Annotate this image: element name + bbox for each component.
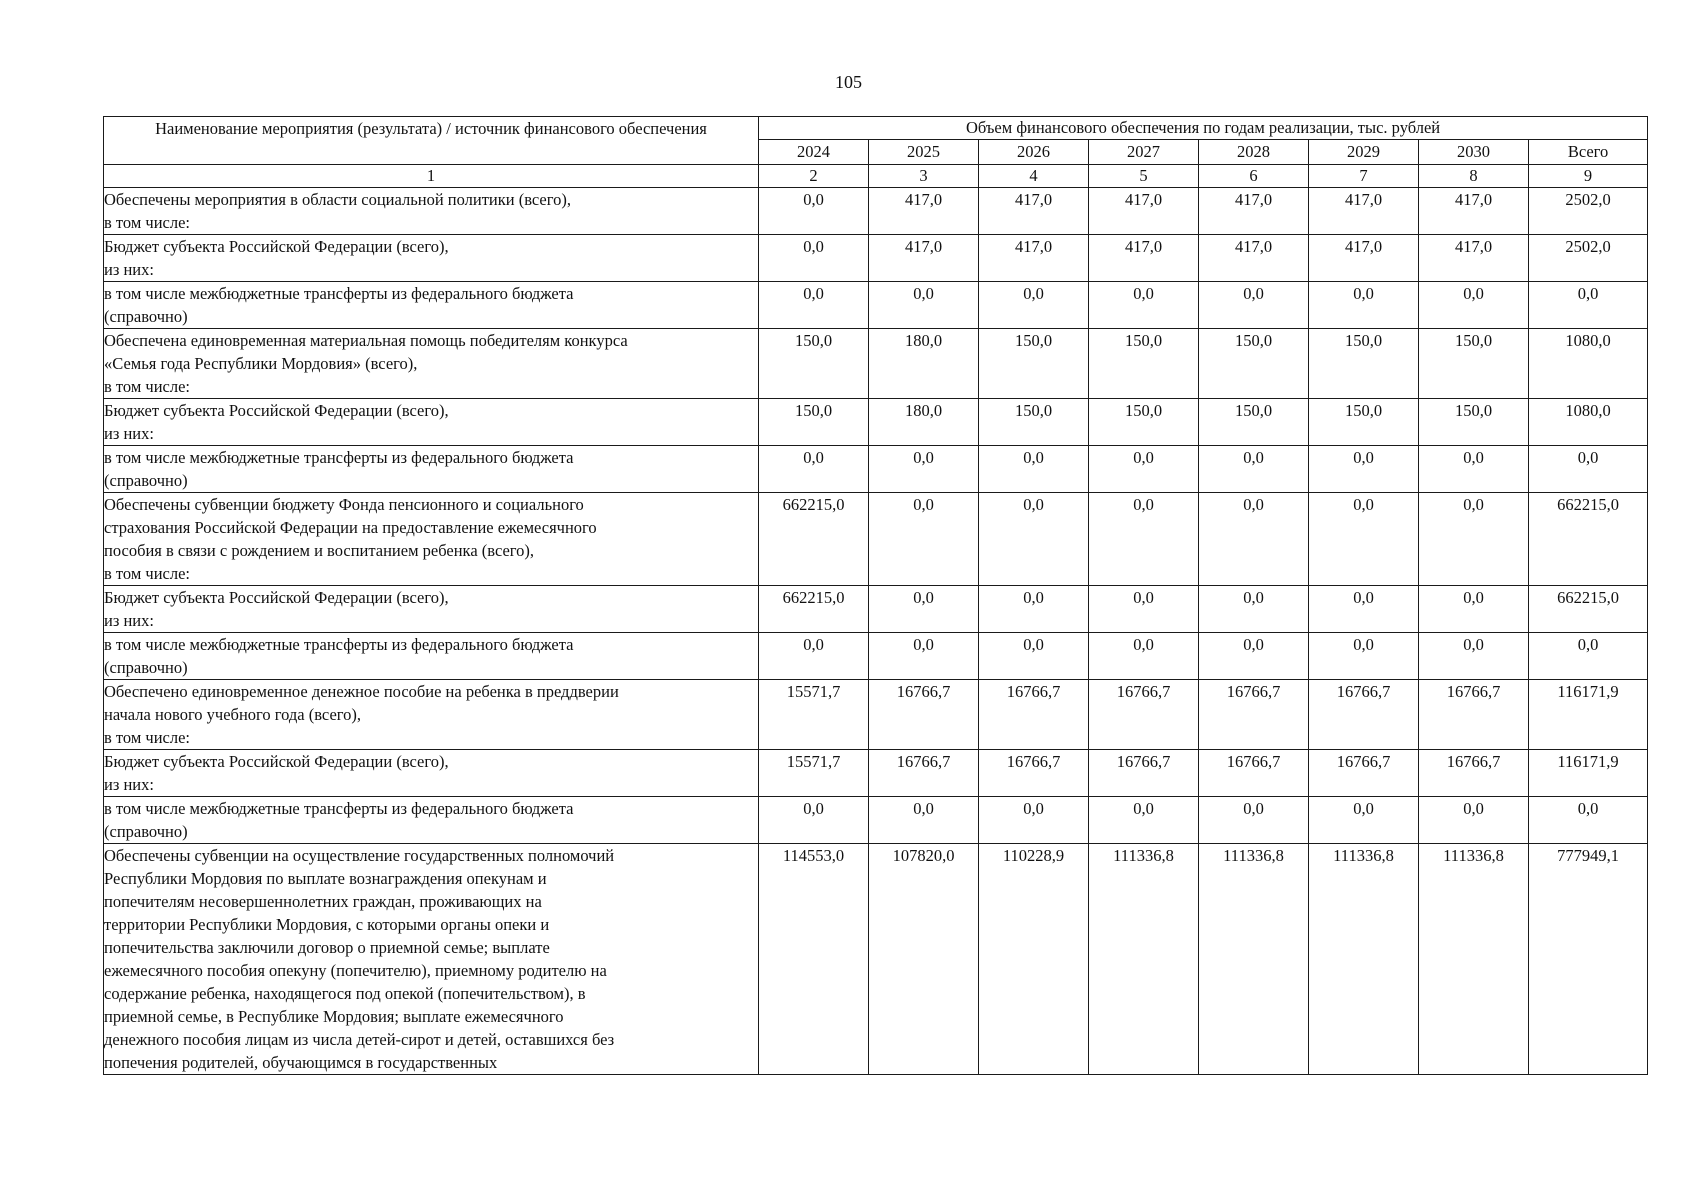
total-header: Всего bbox=[1529, 140, 1648, 165]
total-cell: 2502,0 bbox=[1529, 235, 1648, 282]
value-cell: 0,0 bbox=[869, 586, 979, 633]
table-row bbox=[104, 446, 1648, 493]
column-number-row bbox=[104, 165, 1648, 188]
name-column-header: Наименование мероприятия (результата) / источник финансового обеспечения bbox=[104, 117, 759, 165]
value-cell: 0,0 bbox=[759, 235, 869, 282]
value-cell: 0,0 bbox=[979, 797, 1089, 844]
table-body bbox=[104, 188, 1648, 1075]
table-row bbox=[104, 680, 1648, 750]
value-cell: 0,0 bbox=[759, 446, 869, 493]
column-number: 4 bbox=[979, 165, 1089, 188]
value-cell: 180,0 bbox=[869, 329, 979, 399]
value-cell: 417,0 bbox=[979, 235, 1089, 282]
value-cell: 0,0 bbox=[1089, 633, 1199, 680]
value-cell: 417,0 bbox=[1419, 188, 1529, 235]
value-cell: 16766,7 bbox=[1199, 680, 1309, 750]
year-header: 2030 bbox=[1419, 140, 1529, 165]
value-cell: 0,0 bbox=[869, 797, 979, 844]
year-header: 2026 bbox=[979, 140, 1089, 165]
value-cell: 417,0 bbox=[979, 188, 1089, 235]
year-header: 2028 bbox=[1199, 140, 1309, 165]
total-cell: 0,0 bbox=[1529, 446, 1648, 493]
row-label: Обеспечены мероприятия в области социальной политики (всего), в том числе: bbox=[104, 188, 759, 235]
total-cell: 1080,0 bbox=[1529, 399, 1648, 446]
value-cell: 417,0 bbox=[1309, 235, 1419, 282]
value-cell: 417,0 bbox=[1199, 235, 1309, 282]
value-cell: 16766,7 bbox=[1199, 750, 1309, 797]
value-cell: 150,0 bbox=[1199, 329, 1309, 399]
value-cell: 16766,7 bbox=[1419, 750, 1529, 797]
value-cell: 0,0 bbox=[979, 446, 1089, 493]
value-cell: 150,0 bbox=[1309, 399, 1419, 446]
value-cell: 110228,9 bbox=[979, 844, 1089, 1075]
value-cell: 16766,7 bbox=[869, 750, 979, 797]
value-cell: 662215,0 bbox=[759, 586, 869, 633]
value-cell: 16766,7 bbox=[1089, 750, 1199, 797]
value-cell: 150,0 bbox=[1089, 399, 1199, 446]
value-cell: 0,0 bbox=[759, 188, 869, 235]
value-cell: 16766,7 bbox=[1309, 750, 1419, 797]
total-cell: 777949,1 bbox=[1529, 844, 1648, 1075]
value-cell: 111336,8 bbox=[1309, 844, 1419, 1075]
table-row bbox=[104, 282, 1648, 329]
value-cell: 0,0 bbox=[1309, 493, 1419, 586]
value-cell: 417,0 bbox=[1199, 188, 1309, 235]
value-cell: 0,0 bbox=[1199, 493, 1309, 586]
total-cell: 662215,0 bbox=[1529, 586, 1648, 633]
header-row-top bbox=[104, 117, 1648, 140]
value-cell: 0,0 bbox=[1089, 797, 1199, 844]
value-cell: 0,0 bbox=[1419, 797, 1529, 844]
table-row bbox=[104, 188, 1648, 235]
value-cell: 417,0 bbox=[1089, 188, 1199, 235]
value-cell: 111336,8 bbox=[1199, 844, 1309, 1075]
table-row bbox=[104, 797, 1648, 844]
value-cell: 0,0 bbox=[979, 282, 1089, 329]
year-header: 2024 bbox=[759, 140, 869, 165]
value-cell: 0,0 bbox=[1199, 797, 1309, 844]
value-cell: 417,0 bbox=[1309, 188, 1419, 235]
table-row bbox=[104, 493, 1648, 586]
value-cell: 0,0 bbox=[1419, 586, 1529, 633]
value-cell: 150,0 bbox=[979, 399, 1089, 446]
value-cell: 0,0 bbox=[1309, 797, 1419, 844]
value-cell: 150,0 bbox=[1089, 329, 1199, 399]
value-cell: 0,0 bbox=[1309, 586, 1419, 633]
value-cell: 0,0 bbox=[979, 633, 1089, 680]
total-cell: 0,0 bbox=[1529, 633, 1648, 680]
table-row bbox=[104, 586, 1648, 633]
row-label: в том числе межбюджетные трансферты из федерального бюджета (справочно) bbox=[104, 282, 759, 329]
value-cell: 150,0 bbox=[1419, 399, 1529, 446]
total-cell: 1080,0 bbox=[1529, 329, 1648, 399]
value-cell: 150,0 bbox=[1199, 399, 1309, 446]
table-row bbox=[104, 750, 1648, 797]
year-header: 2025 bbox=[869, 140, 979, 165]
table-row bbox=[104, 633, 1648, 680]
year-header: 2029 bbox=[1309, 140, 1419, 165]
value-cell: 107820,0 bbox=[869, 844, 979, 1075]
table-row bbox=[104, 235, 1648, 282]
column-number: 1 bbox=[104, 165, 759, 188]
column-number: 2 bbox=[759, 165, 869, 188]
value-cell: 114553,0 bbox=[759, 844, 869, 1075]
column-number: 5 bbox=[1089, 165, 1199, 188]
value-cell: 0,0 bbox=[979, 493, 1089, 586]
row-label: Обеспечено единовременное денежное пособие на ребенка в преддверии начала нового учебного года (всего), в том числе: bbox=[104, 680, 759, 750]
value-cell: 0,0 bbox=[869, 633, 979, 680]
page-number: 105 bbox=[835, 72, 862, 92]
value-cell: 0,0 bbox=[1419, 633, 1529, 680]
total-cell: 662215,0 bbox=[1529, 493, 1648, 586]
value-cell: 0,0 bbox=[1199, 633, 1309, 680]
row-label: Обеспечены субвенции бюджету Фонда пенсионного и социального страхования Российской Федерации на предоставление ежемесячного пособия в связи с рождением и воспитанием ребенка (всего), в том числе: bbox=[104, 493, 759, 586]
value-cell: 16766,7 bbox=[979, 680, 1089, 750]
row-label: Обеспечены субвенции на осуществление государственных полномочий Республики Мордовия по выплате вознаграждения опекунам и попечителям несовершеннолетних граждан, проживающих на территории Республики Мордовия, с которыми органы опеки и попечительства заключили договор о приемной семье; выплате ежемесячного пособия опекуну (попечителю), приемному родителю на содержание ребенка, находящегося под опекой (попечительством), в приемной семье, в Республике Мордовия; выплате ежемесячного денежного пособия лицам из числа детей-сирот и детей, оставшихся без попечения родителей, обучающимся в государственных bbox=[104, 844, 759, 1075]
table-row bbox=[104, 844, 1648, 1075]
value-cell: 0,0 bbox=[759, 797, 869, 844]
total-cell: 0,0 bbox=[1529, 797, 1648, 844]
column-number: 8 bbox=[1419, 165, 1529, 188]
value-cell: 150,0 bbox=[979, 329, 1089, 399]
value-cell: 0,0 bbox=[1419, 282, 1529, 329]
row-label: Обеспечена единовременная материальная помощь победителям конкурса «Семья года Республики Мордовия» (всего), в том числе: bbox=[104, 329, 759, 399]
value-cell: 0,0 bbox=[1309, 446, 1419, 493]
value-cell: 15571,7 bbox=[759, 680, 869, 750]
value-cell: 16766,7 bbox=[979, 750, 1089, 797]
value-cell: 16766,7 bbox=[1089, 680, 1199, 750]
value-cell: 150,0 bbox=[759, 329, 869, 399]
value-cell: 417,0 bbox=[1089, 235, 1199, 282]
value-cell: 16766,7 bbox=[1309, 680, 1419, 750]
value-cell: 150,0 bbox=[1309, 329, 1419, 399]
value-cell: 0,0 bbox=[1309, 633, 1419, 680]
value-cell: 0,0 bbox=[1089, 282, 1199, 329]
value-cell: 150,0 bbox=[759, 399, 869, 446]
row-label: Бюджет субъекта Российской Федерации (всего), из них: bbox=[104, 586, 759, 633]
value-cell: 111336,8 bbox=[1089, 844, 1199, 1075]
row-label: в том числе межбюджетные трансферты из федерального бюджета (справочно) bbox=[104, 797, 759, 844]
row-label: в том числе межбюджетные трансферты из федерального бюджета (справочно) bbox=[104, 633, 759, 680]
value-cell: 180,0 bbox=[869, 399, 979, 446]
value-cell: 16766,7 bbox=[1419, 680, 1529, 750]
total-cell: 116171,9 bbox=[1529, 680, 1648, 750]
value-cell: 0,0 bbox=[759, 633, 869, 680]
value-cell: 15571,7 bbox=[759, 750, 869, 797]
value-cell: 417,0 bbox=[869, 188, 979, 235]
value-cell: 0,0 bbox=[869, 282, 979, 329]
total-cell: 2502,0 bbox=[1529, 188, 1648, 235]
value-cell: 111336,8 bbox=[1419, 844, 1529, 1075]
value-cell: 0,0 bbox=[759, 282, 869, 329]
column-number: 3 bbox=[869, 165, 979, 188]
row-label: в том числе межбюджетные трансферты из федерального бюджета (справочно) bbox=[104, 446, 759, 493]
value-cell: 150,0 bbox=[1419, 329, 1529, 399]
value-cell: 0,0 bbox=[1199, 282, 1309, 329]
year-header: 2027 bbox=[1089, 140, 1199, 165]
value-cell: 0,0 bbox=[869, 446, 979, 493]
volume-column-header: Объем финансового обеспечения по годам реализации, тыс. рублей bbox=[759, 117, 1648, 140]
column-number: 7 bbox=[1309, 165, 1419, 188]
value-cell: 16766,7 bbox=[869, 680, 979, 750]
table-row bbox=[104, 329, 1648, 399]
value-cell: 0,0 bbox=[1309, 282, 1419, 329]
value-cell: 0,0 bbox=[1199, 586, 1309, 633]
column-number: 9 bbox=[1529, 165, 1648, 188]
value-cell: 0,0 bbox=[1089, 493, 1199, 586]
total-cell: 0,0 bbox=[1529, 282, 1648, 329]
value-cell: 417,0 bbox=[869, 235, 979, 282]
value-cell: 0,0 bbox=[1089, 446, 1199, 493]
row-label: Бюджет субъекта Российской Федерации (всего), из них: bbox=[104, 750, 759, 797]
value-cell: 417,0 bbox=[1419, 235, 1529, 282]
value-cell: 662215,0 bbox=[759, 493, 869, 586]
row-label: Бюджет субъекта Российской Федерации (всего), из них: bbox=[104, 399, 759, 446]
value-cell: 0,0 bbox=[1419, 493, 1529, 586]
value-cell: 0,0 bbox=[1419, 446, 1529, 493]
value-cell: 0,0 bbox=[869, 493, 979, 586]
value-cell: 0,0 bbox=[1199, 446, 1309, 493]
value-cell: 0,0 bbox=[1089, 586, 1199, 633]
row-label: Бюджет субъекта Российской Федерации (всего), из них: bbox=[104, 235, 759, 282]
column-number: 6 bbox=[1199, 165, 1309, 188]
table-row bbox=[104, 399, 1648, 446]
financing-table bbox=[103, 116, 1648, 1075]
total-cell: 116171,9 bbox=[1529, 750, 1648, 797]
value-cell: 0,0 bbox=[979, 586, 1089, 633]
